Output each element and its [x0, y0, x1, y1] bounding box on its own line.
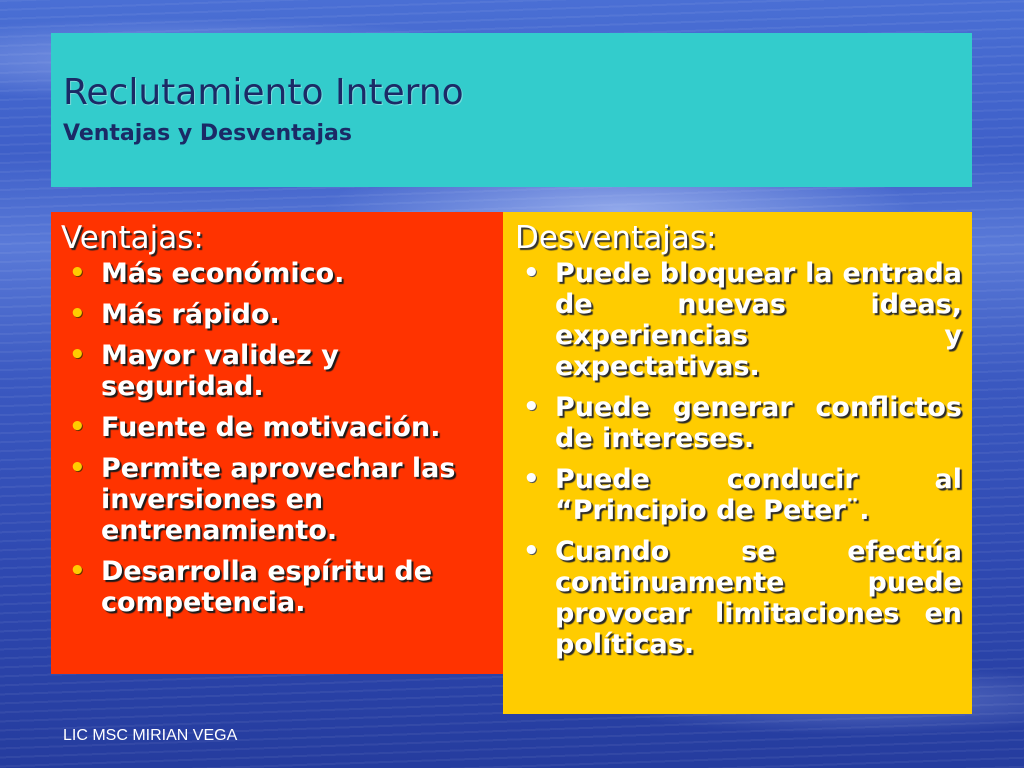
list-item-text: Fuente de motivación. — [101, 412, 441, 443]
list-item — [515, 536, 962, 660]
bullet-icon: • — [523, 392, 540, 422]
bullet-icon: • — [523, 464, 540, 494]
list-item-text: Más económico. — [101, 258, 345, 289]
list-item — [61, 453, 491, 546]
ventajas-heading: Ventajas: — [61, 220, 204, 256]
bullet-icon: • — [69, 340, 86, 370]
bullet-icon: • — [523, 258, 540, 288]
slide-subtitle: Ventajas y Desventajas — [63, 121, 352, 146]
desventajas-panel — [503, 212, 972, 714]
list-item-text: Puede bloquear la entrada de nuevas ideas, experiencias y expectativas. — [555, 258, 962, 382]
list-item — [61, 412, 491, 443]
list-item — [515, 258, 962, 382]
desventajas-heading: Desventajas: — [515, 220, 717, 256]
bullet-icon: • — [69, 453, 86, 483]
ventajas-list — [61, 258, 491, 618]
title-box — [51, 33, 972, 187]
list-item-text: Puede generar conflictos de intereses. — [555, 392, 962, 454]
bullet-icon: • — [523, 536, 540, 566]
ventajas-panel — [51, 212, 503, 674]
list-item-text: Más rápido. — [101, 299, 280, 330]
list-item-text: Mayor validez y seguridad. — [101, 340, 339, 402]
list-item — [61, 258, 491, 289]
slide-title: Reclutamiento Interno — [63, 72, 464, 113]
list-item — [61, 340, 491, 402]
list-item — [515, 392, 962, 454]
list-item — [515, 464, 962, 526]
list-item-text: Puede conducir al “Principio de Peter¨. — [555, 464, 962, 526]
desventajas-list — [515, 258, 962, 660]
bullet-icon: • — [69, 556, 86, 586]
list-item-text: Cuando se efectúa continuamente puede provocar limitaciones en políticas. — [555, 536, 962, 660]
bullet-icon: • — [69, 258, 86, 288]
list-item-text: Desarrolla espíritu de competencia. — [101, 556, 433, 618]
list-item — [61, 556, 491, 618]
bullet-icon: • — [69, 412, 86, 442]
list-item-text: Permite aprovechar las inversiones en entrenamiento. — [101, 453, 456, 546]
bullet-icon: • — [69, 299, 86, 329]
list-item — [61, 299, 491, 330]
footer-author: LIC MSC MIRIAN VEGA — [63, 727, 238, 744]
